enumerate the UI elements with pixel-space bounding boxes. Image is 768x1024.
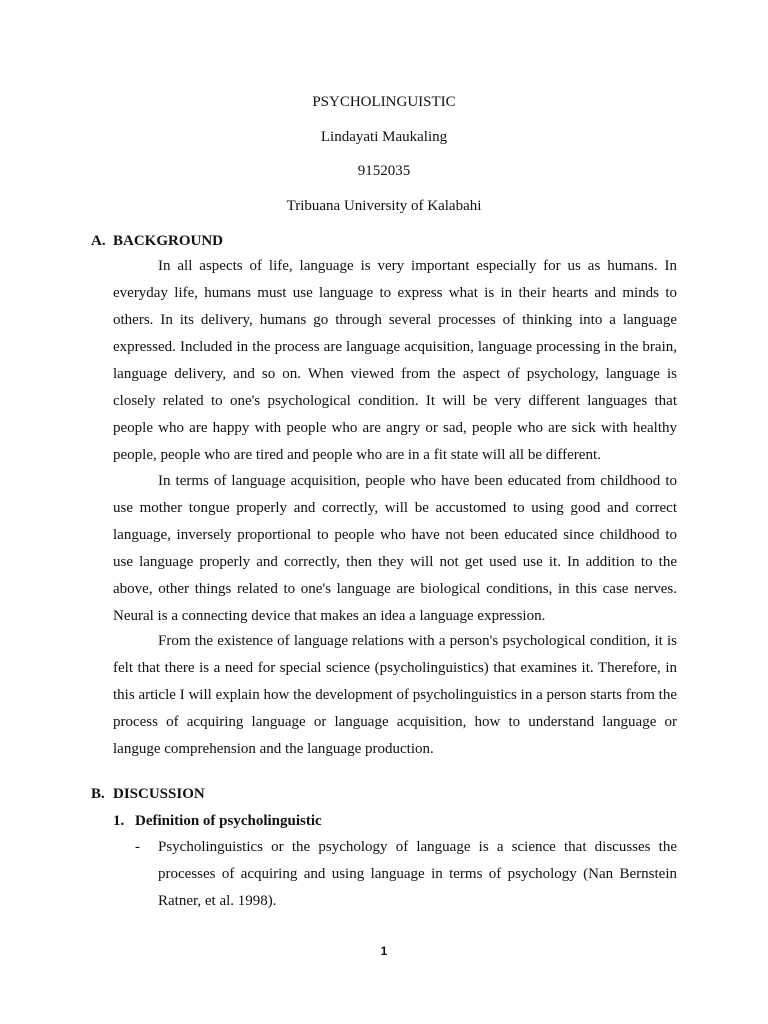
- document-title: PSYCHOLINGUISTIC: [312, 94, 456, 110]
- page-number: 1: [380, 944, 388, 958]
- subsection-1-heading: [113, 812, 322, 830]
- section-a-title: BACKGROUND: [113, 233, 224, 249]
- background-paragraph-3: From the existence of language relations with a person's psychological condition, it is felt that there is a need for special science (psycholinguistics) that examines it. Therefore, in this article I will explain how the development of psycholinguistics in a person starts from the process of acquiring language or language acquisition, how to understand language or languge comprehension and the language production.: [113, 633, 677, 757]
- definition-bullet-text: Psycholinguistics or the psychology of language is a science that discusses the processes of acquiring and using language in terms of psychology (Nan Bernstein Ratner, et al. 1998).: [158, 839, 677, 909]
- section-a-heading: [91, 232, 223, 250]
- student-id: 9152035: [357, 163, 411, 179]
- background-paragraph-2: In terms of language acquisition, people who have been educated from childhood to use mother tongue properly and correctly, will be accustomed to using good and correct language, inversely proportional to people who have not been educated since childhood to use language properly and correctly, then they will not get used use it. In addition to the above, other things related to one's language are biological conditions, in this case nerves. Neural is a connecting device that makes an idea a language expression.: [113, 473, 677, 624]
- section-a-number: A.: [91, 233, 106, 249]
- section-b-number: B.: [91, 786, 105, 802]
- subsection-1-title: Definition of psycholinguistic: [135, 813, 322, 829]
- background-paragraph-1: In all aspects of life, language is very important especially for us as humans. In everyday life, humans must use language to express what is in their hearts and minds to others. In its delivery, humans go through several processes of thinking into a language expressed. Included in the process are language acquisition, language processing in the brain, language delivery, and so on. When viewed from the aspect of psychology, language is closely related to one's psychological condition. It will be very different languages that people who are happy with people who are angry or sad, people who are sick with healthy people, people who are tired and people who are in a fit state will all be different.: [113, 258, 677, 463]
- institution-name: Tribuana University of Kalabahi: [286, 198, 482, 214]
- section-b-title: DISCUSSION: [113, 786, 205, 802]
- bullet-marker: -: [135, 839, 140, 855]
- section-b-heading: [91, 785, 205, 803]
- author-name: Lindayati Maukaling: [320, 129, 448, 145]
- subsection-1-number: 1.: [113, 813, 125, 829]
